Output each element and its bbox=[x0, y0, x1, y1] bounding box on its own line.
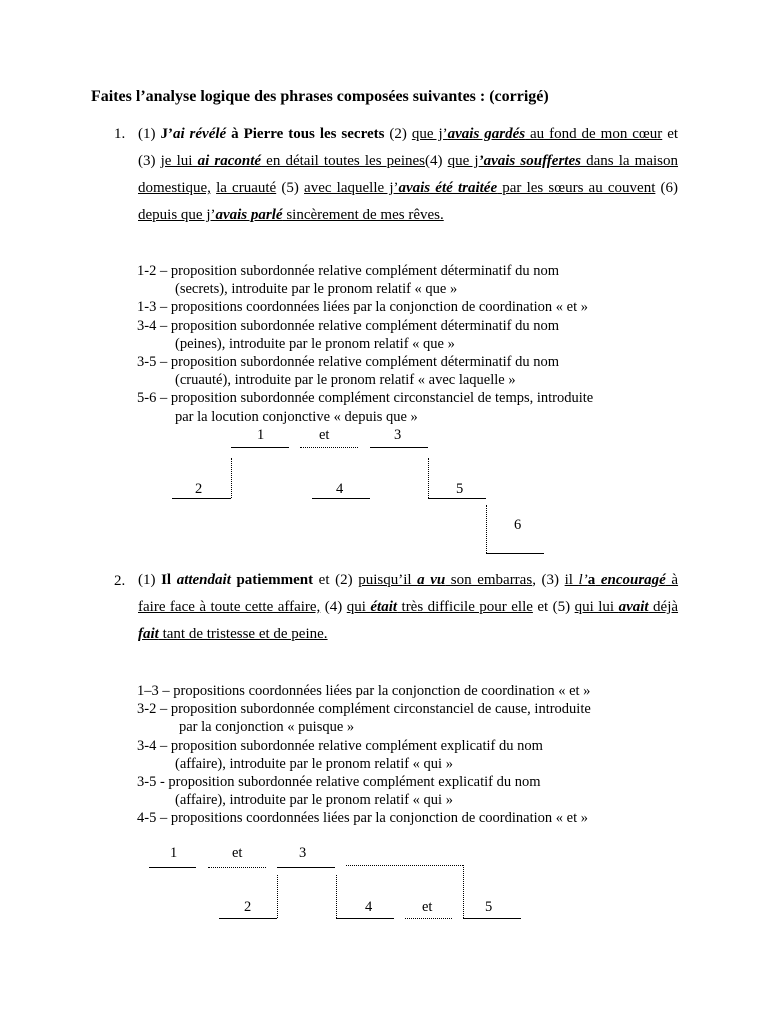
conjunction: et bbox=[532, 599, 553, 615]
verb: avais été traitée bbox=[398, 180, 498, 196]
diagram-node-2: 2 bbox=[244, 899, 252, 915]
diagram-node-3: 3 bbox=[299, 845, 307, 861]
diagram-line bbox=[346, 865, 463, 866]
analysis-line: (peines), introduite par le pronom relatif « que » bbox=[175, 335, 455, 352]
conjunction: et bbox=[313, 572, 336, 588]
verb: avais gardés bbox=[447, 126, 526, 142]
verb: était bbox=[370, 599, 398, 615]
clause-text: en détail toutes les peines bbox=[261, 153, 425, 169]
clause-text: son embarras bbox=[445, 572, 533, 588]
diagram-line bbox=[463, 918, 521, 919]
clause-text: au fond de mon cœur bbox=[525, 126, 663, 142]
clause-number: (1) bbox=[138, 572, 156, 588]
exercise-number: 2. bbox=[114, 573, 126, 589]
diagram-node-2: 2 bbox=[195, 481, 203, 497]
clause-number: (3) bbox=[541, 572, 560, 588]
diagram-line bbox=[231, 458, 232, 498]
diagram-node-4: 4 bbox=[336, 481, 344, 497]
diagram-node-5: 5 bbox=[456, 481, 464, 497]
clause-number: (3) bbox=[138, 153, 156, 169]
clause-text: qui lui bbox=[574, 599, 619, 615]
analysis-line: 3-5 – proposition subordonnée relative complément déterminatif du nom bbox=[137, 354, 560, 371]
diagram-line bbox=[336, 875, 337, 918]
analysis-line: (secrets), introduite par le pronom relatif « que » bbox=[175, 281, 458, 298]
clause-text: J’ bbox=[160, 126, 173, 142]
exercise-number: 1. bbox=[114, 126, 126, 142]
clause-number: (2) bbox=[389, 126, 407, 142]
verb: ’avais souffertes bbox=[478, 153, 581, 169]
pronoun: l’ bbox=[578, 572, 588, 588]
diagram-line bbox=[486, 553, 544, 554]
analysis-line: 1-3 – propositions coordonnées liées par la conjonction de coordination « et » bbox=[137, 299, 589, 316]
analysis-line: 1-2 – proposition subordonnée relative complément déterminatif du nom bbox=[137, 263, 560, 279]
diagram-conjunction: et bbox=[319, 427, 330, 443]
analysis-line: 4-5 – propositions coordonnées liées par la conjonction de coordination « et » bbox=[137, 810, 589, 827]
diagram-line bbox=[231, 447, 289, 448]
exercise1-sentence bbox=[138, 121, 678, 229]
clause-number: (1) bbox=[138, 126, 156, 142]
diagram-line bbox=[486, 505, 487, 553]
clause-text: que j’ bbox=[411, 126, 448, 142]
analysis-line: par la conjonction « puisque » bbox=[179, 719, 355, 736]
diagram-conjunction: et bbox=[232, 845, 243, 861]
analysis-line: 3-4 – proposition subordonnée relative complément explicatif du nom bbox=[137, 737, 543, 754]
diagram-line bbox=[149, 867, 196, 868]
clause-text: par les sœurs au couvent bbox=[497, 180, 656, 196]
diagram-line bbox=[428, 458, 429, 498]
clause-text: Il bbox=[161, 572, 177, 588]
clause-text: avec laquelle j’ bbox=[304, 180, 399, 196]
diagram-node-4: 4 bbox=[365, 899, 373, 915]
clause-text: puisqu’il bbox=[358, 572, 418, 588]
verb: a bbox=[587, 572, 596, 588]
verb: a vu bbox=[417, 572, 446, 588]
analysis-line: 3-2 – proposition subordonnée complément circonstanciel de cause, introduite bbox=[137, 701, 591, 718]
clause-number: (2) bbox=[335, 572, 353, 588]
verb: avait bbox=[618, 599, 649, 615]
exercise1-analysis bbox=[137, 262, 593, 426]
clause-text: je lui bbox=[160, 153, 198, 169]
diagram-line bbox=[277, 867, 335, 868]
clause-text: patiemment bbox=[230, 572, 314, 588]
analysis-line: 1–3 – propositions coordonnées liées par la conjonction de coordination « et » bbox=[137, 683, 591, 699]
exercise2-analysis bbox=[137, 682, 591, 828]
clause-text: dans la maison domestique, bbox=[138, 153, 679, 196]
analysis-line: (affaire), introduite par le pronom relatif « qui » bbox=[175, 755, 453, 772]
clause-text: à Pierre tous les secrets bbox=[226, 126, 385, 142]
diagram-line bbox=[312, 498, 370, 499]
diagram-line bbox=[300, 447, 358, 448]
clause-text: déjà bbox=[648, 599, 679, 615]
verb: encouragé bbox=[600, 572, 666, 588]
diagram-line bbox=[208, 867, 266, 868]
clause-number: (4) bbox=[425, 153, 443, 169]
verb: attendait bbox=[176, 572, 231, 588]
analysis-line: (affaire), introduite par le pronom relatif « qui » bbox=[175, 792, 453, 809]
analysis-line: 3-4 – proposition subordonnée relative complément déterminatif du nom bbox=[137, 317, 560, 334]
diagram-node-1: 1 bbox=[257, 427, 265, 443]
diagram-conjunction: et bbox=[422, 899, 433, 915]
diagram-line bbox=[172, 498, 231, 499]
clause-text: tant de tristesse et de peine. bbox=[158, 626, 328, 642]
diagram-node-3: 3 bbox=[394, 427, 402, 443]
clause-text: depuis que j’ bbox=[138, 207, 216, 223]
clause-text: qui bbox=[346, 599, 371, 615]
analysis-line: par la locution conjonctive « depuis que » bbox=[175, 408, 418, 425]
clause-text: que j bbox=[447, 153, 479, 169]
diagram-line bbox=[219, 918, 277, 919]
diagram-node-6: 6 bbox=[514, 517, 522, 533]
analysis-line: 3-5 - proposition subordonnée relative complément explicatif du nom bbox=[137, 774, 541, 791]
diagram-line bbox=[428, 498, 486, 499]
analysis-line: 5-6 – proposition subordonnée complément circonstanciel de temps, introduite bbox=[137, 390, 594, 407]
clause-number: (5) bbox=[552, 599, 571, 615]
clause-text: à faire face à toute cette affaire, bbox=[138, 572, 679, 615]
clause-number: (4) bbox=[324, 599, 343, 615]
diagram-line bbox=[405, 918, 452, 919]
diagram-node-5: 5 bbox=[485, 899, 493, 915]
clause-number: (5) bbox=[281, 180, 299, 196]
verb: ai révélé bbox=[172, 126, 227, 142]
clause-text: la cruauté bbox=[216, 180, 277, 196]
exercise2-sentence: (1) Il attendait patiemment et (2) puisqu’il a vu son embarras, (3) il l’a encouragé à faire face à toute cette affaire, (4) qui était très difficile pour elle et (5) qui lui avait déjà fait tant de tristesse et de peine. bbox=[138, 572, 679, 642]
diagram-line bbox=[370, 447, 428, 448]
clause-text: sincèrement de mes rêves. bbox=[282, 207, 444, 223]
analysis-line: (cruauté), introduite par le pronom relatif « avec laquelle » bbox=[175, 372, 516, 389]
page-title: Faites l’analyse logique des phrases composées suivantes : (corrigé) bbox=[91, 88, 549, 105]
verb: ai raconté bbox=[197, 153, 262, 169]
diagram-line bbox=[336, 918, 394, 919]
verb: fait bbox=[138, 626, 159, 642]
conjunction: et bbox=[662, 126, 679, 142]
clause-text: il bbox=[564, 572, 579, 588]
clause-text: très difficile pour elle bbox=[397, 599, 533, 615]
diagram-line bbox=[463, 865, 464, 918]
verb: avais parlé bbox=[215, 207, 283, 223]
diagram-line bbox=[277, 875, 278, 918]
diagram-node-1: 1 bbox=[170, 845, 178, 861]
clause-number: (6) bbox=[660, 180, 679, 196]
